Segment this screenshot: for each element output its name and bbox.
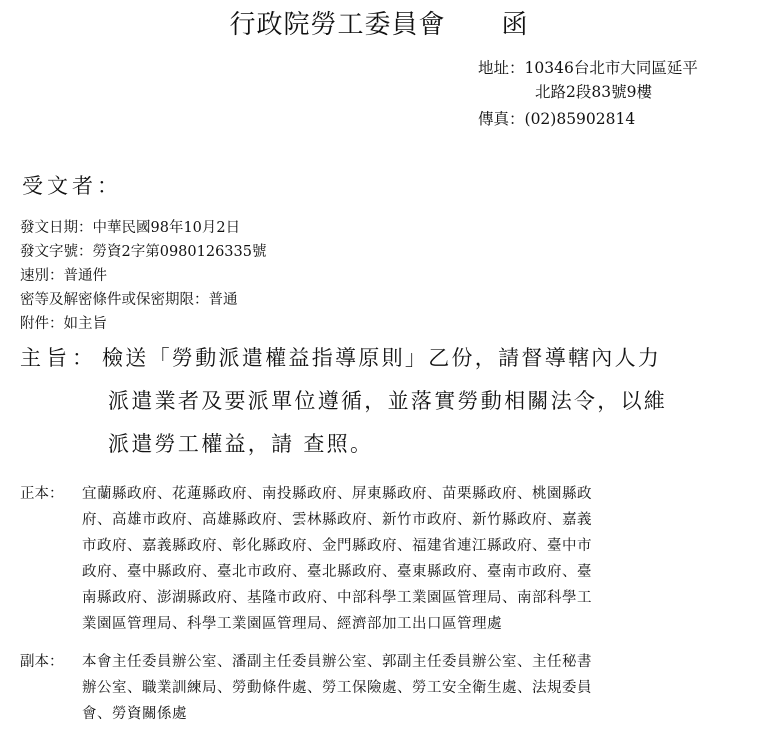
cc-recipients-line: 會、勞資關係處 [82, 706, 187, 722]
address-line-1: 10346台北市大同區延平 [524, 59, 698, 77]
fax-block [478, 107, 635, 129]
main-recipients-line: 業園區管理局、科學工業園區管理局、經濟部加工出口區管理處 [82, 616, 502, 632]
main-recipients-line: 宜蘭縣政府、花蓮縣政府、南投縣政府、屏東縣政府、苗栗縣政府、桃園縣政 [82, 486, 592, 502]
cc-recipients-line: 本會主任委員辦公室、潘副主任委員辦公室、郭副主任委員辦公室、主任秘書 [82, 654, 592, 670]
cc-recipients-line: 辦公室、職業訓練局、勞動條件處、勞工保險處、勞工安全衛生處、法規委員 [82, 680, 592, 696]
document-type: 函 [501, 10, 529, 40]
reference-number: 發文字號：勞資2字第0980126335號 [20, 244, 267, 260]
subject-line: 檢送「勞動派遣權益指導原則」乙份，請督導轄內人力 [102, 346, 662, 370]
address-line-2: 北路2段83號9樓 [535, 83, 652, 101]
secrecy-level: 密等及解密條件或保密期限：普通 [20, 292, 238, 308]
document-title [0, 4, 758, 41]
main-recipients-line: 南縣政府、澎湖縣政府、基隆市政府、中部科學工業園區管理局、南部科學工 [82, 590, 592, 606]
subject-line: 派遣勞工權益，請 查照。 [108, 432, 374, 456]
main-recipients-label: 正本： [20, 486, 64, 502]
main-recipients-line: 政府、臺中縣政府、臺北市政府、臺北縣政府、臺東縣政府、臺南市政府、臺 [82, 564, 592, 580]
issue-date: 發文日期：中華民國98年10月2日 [20, 220, 241, 236]
document-meta [20, 216, 266, 336]
agency-name: 行政院勞工委員會 [229, 10, 446, 40]
subject-line: 派遣業者及要派單位遵循，並落實勞動相關法令，以維 [108, 389, 668, 413]
recipient-label: 受文者： [22, 174, 122, 198]
subject-label: 主旨： [20, 346, 98, 370]
main-recipients-line: 府、高雄市政府、高雄縣政府、雲林縣政府、新竹市政府、新竹縣政府、嘉義 [82, 512, 592, 528]
delivery-speed: 速別：普通件 [20, 268, 107, 284]
attachment-note: 附件：如主旨 [20, 316, 107, 332]
fax-number: (02)85902814 [524, 110, 636, 128]
address-block [478, 56, 698, 104]
fax-label: 傳真： [478, 110, 525, 128]
main-recipients-line: 市政府、嘉義縣政府、彰化縣政府、金門縣政府、福建省連江縣政府、臺中市 [82, 538, 592, 554]
address-label: 地址： [478, 59, 525, 77]
cc-recipients-label: 副本： [20, 654, 64, 670]
